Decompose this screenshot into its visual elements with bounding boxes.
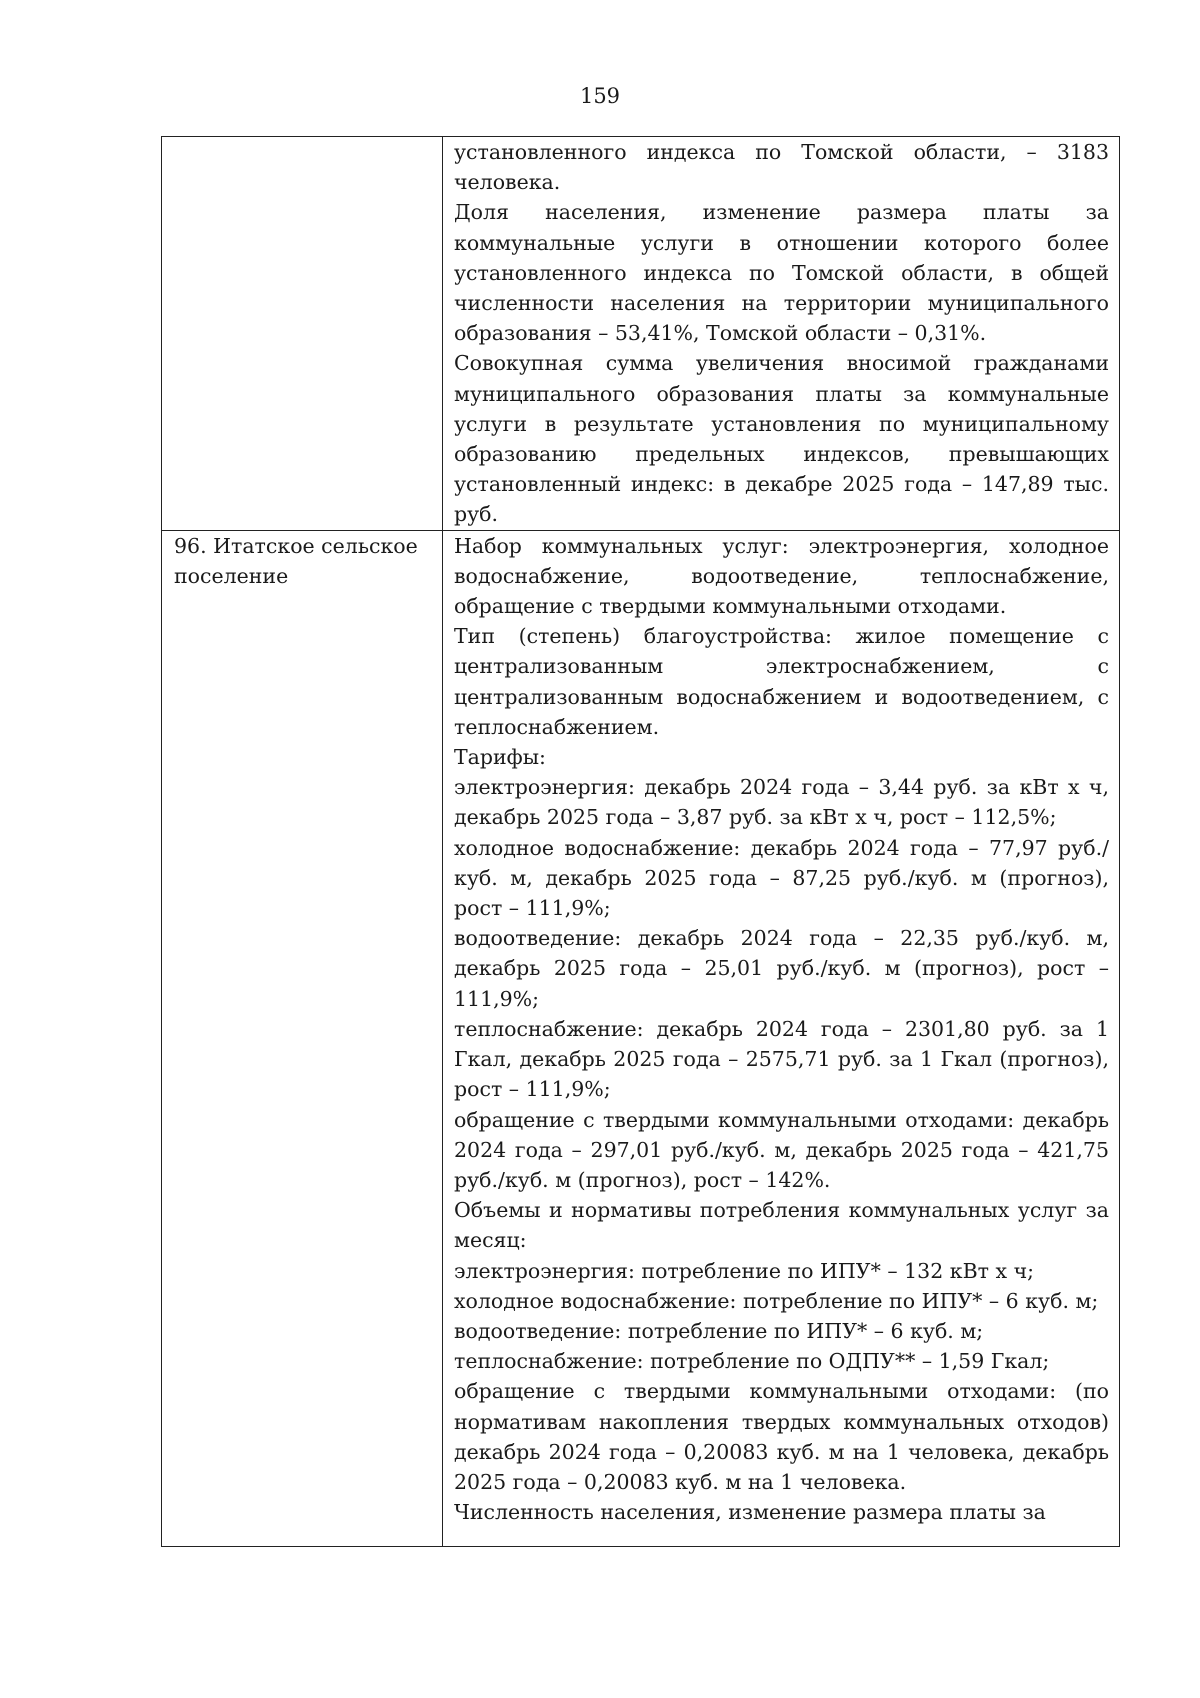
municipality-name: 96. Итатское сельское поселение (174, 533, 418, 588)
paragraph: обращение с твердыми коммунальными отходами: декабрь 2024 года – 297,01 руб./куб. м, декабрь 2025 года – 421,75 руб./куб. м (прогноз), рост – 142%. (454, 1107, 1109, 1192)
paragraph: электроэнергия: потребление по ИПУ* – 132 кВт х ч; (454, 1258, 1035, 1283)
table-row (162, 530, 1120, 1546)
paragraph: Тарифы: (454, 745, 546, 770)
paragraph: теплоснабжение: потребление по ОДПУ** – 1,59 Гкал; (454, 1349, 1050, 1374)
paragraph: Совокупная сумма увеличения вносимой гражданами муниципального образования платы за коммунальные услуги в результате установления по муниципальному образованию предельных индексов, превышающих установленный индекс: в декабре 2025 года – 147,89 тыс. руб. (454, 351, 1109, 527)
paragraph: Доля населения, изменение размера платы за коммунальные услуги в отношении которого более установленного индекса по Томской области, в общей численности населения на территории муниципального образования – 53,41%, Томской области – 0,31%. (454, 200, 1109, 346)
municipality-cell (162, 530, 443, 1546)
paragraph: Численность населения, изменение размера платы за (454, 1500, 1046, 1525)
description-cell (443, 137, 1120, 531)
paragraph: электроэнергия: декабрь 2024 года – 3,44 руб. за кВт х ч, декабрь 2025 года – 3,87 руб. за кВт х ч, рост – 112,5%; (454, 775, 1109, 830)
paragraph: водоотведение: потребление по ИПУ* – 6 куб. м; (454, 1318, 984, 1343)
paragraph: водоотведение: декабрь 2024 года – 22,35 руб./куб. м, декабрь 2025 года – 25,01 руб./куб. м (прогноз), рост – 111,9%; (454, 926, 1109, 1011)
paragraph: установленного индекса по Томской области, – 3183 человека. (454, 140, 1109, 195)
paragraph: холодное водоснабжение: потребление по ИПУ* – 6 куб. м; (454, 1288, 1099, 1313)
paragraph: теплоснабжение: декабрь 2024 года – 2301,80 руб. за 1 Гкал, декабрь 2025 года – 2575,71 руб. за 1 Гкал (прогноз), рост – 111,9%; (454, 1016, 1109, 1102)
paragraph: холодное водоснабжение: декабрь 2024 года – 77,97 руб./куб. м, декабрь 2025 года – 87,25 руб./куб. м (прогноз), рост – 111,9%; (454, 835, 1109, 921)
paragraph: Тип (степень) благоустройства: жилое помещение с централизованным электроснабжением, с централизованным водоснабжением и водоотведением, с теплоснабжением. (454, 624, 1109, 739)
description-cell (443, 530, 1120, 1546)
page-number: 159 (579, 84, 621, 108)
paragraph: Набор коммунальных услуг: электроэнергия, холодное водоснабжение, водоотведение, теплоснабжение, обращение с твердыми коммунальными отходами. (454, 533, 1109, 619)
municipality-cell (162, 137, 443, 531)
table-row (162, 137, 1120, 531)
paragraph: обращение с твердыми коммунальными отходами: (по нормативам накопления твердых коммунальных отходов) декабрь 2024 года – 0,20083 куб. м на 1 человека, декабрь 2025 года – 0,20083 куб. м на 1 человека. (454, 1379, 1109, 1494)
municipal-tariff-table (161, 136, 1120, 1547)
paragraph: Объемы и нормативы потребления коммунальных услуг за месяц: (454, 1198, 1109, 1253)
